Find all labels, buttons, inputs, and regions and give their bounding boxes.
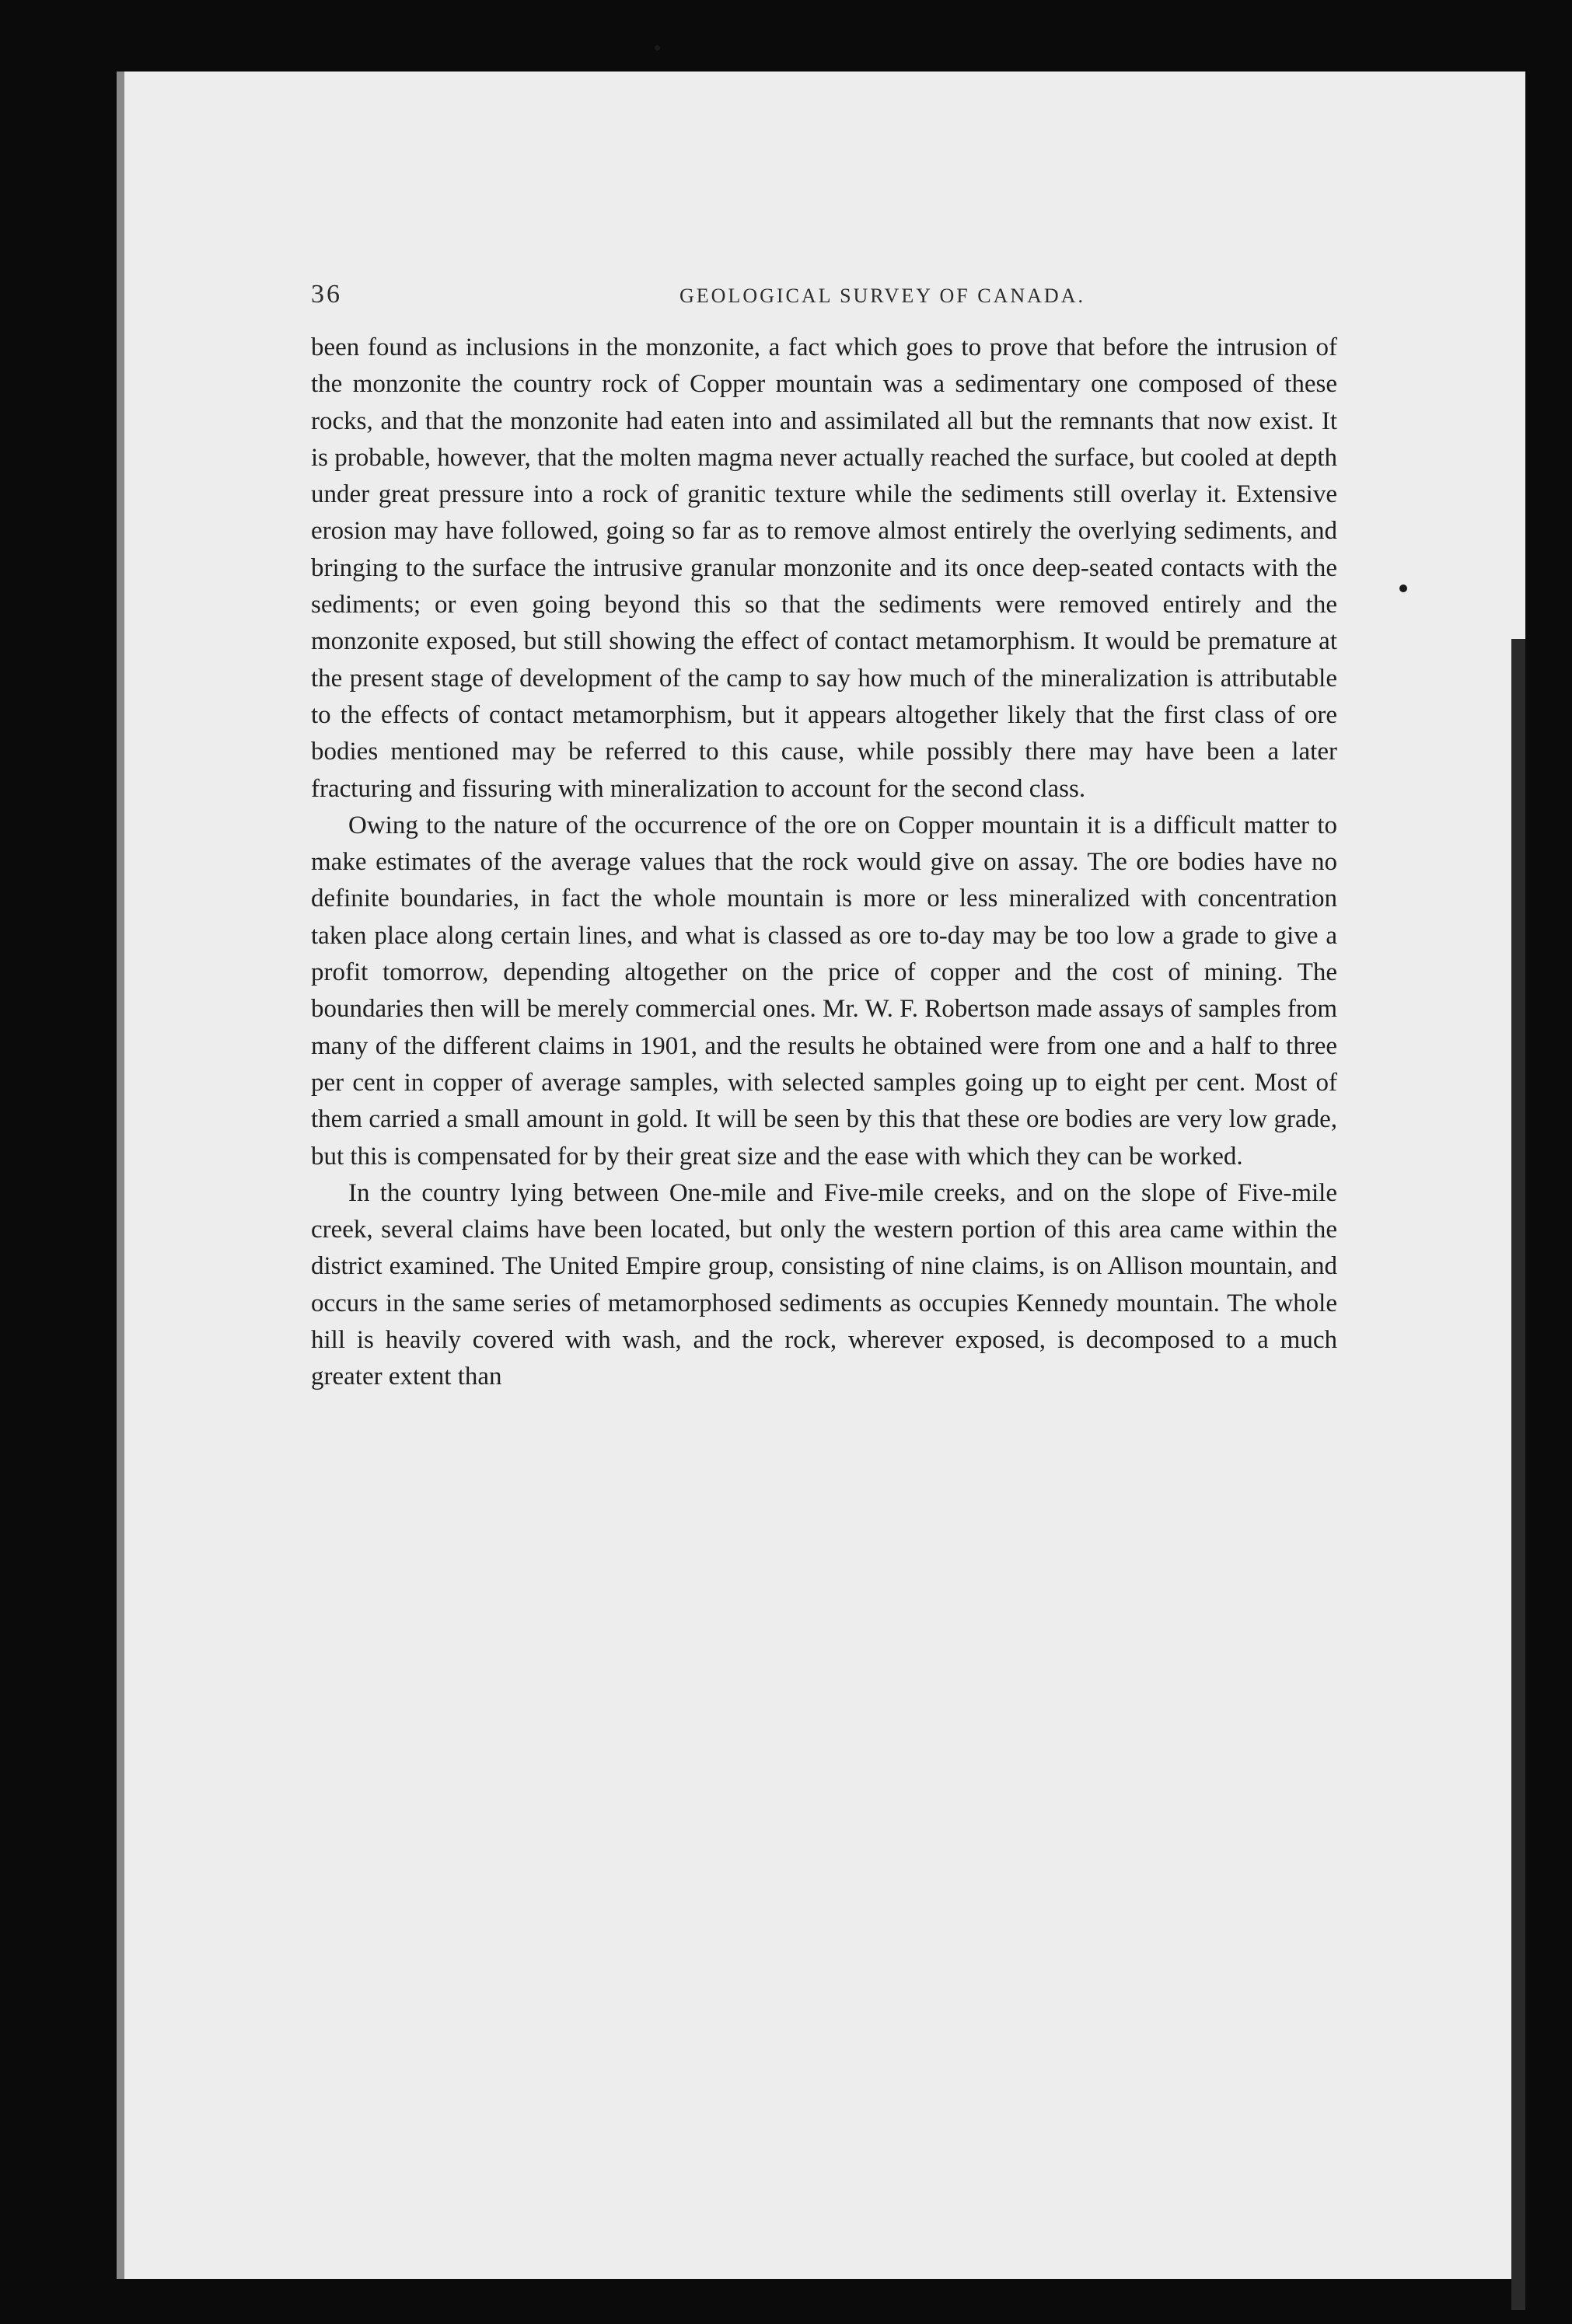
page-number: 36: [311, 280, 342, 309]
paragraph: In the country lying between One-mile and Five-mile creeks, and on the slope of Five-mile creek, several claims have been located, but only the western portion of this area came within the district examined. The United Empire group, consisting of nine claims, is on Allison mountain, and occurs in the same series of metamorphosed sediments as occupies Kennedy mountain. The whole hill is heavily covered with wash, and the rock, wherever exposed, is decomposed to a much greater extent than: [311, 1178, 1337, 1391]
body-text: [311, 330, 1337, 1396]
paragraph-continued: been found as inclusions in the monzonite, a fact which goes to prove that before the intrusion of the monzonite the country rock of Copper mountain was a sedimentary one composed of these rocks, and that the monzonite had eaten into and assimilated all but the remnants that now exist. It is probable, however, that the molten magma never actually reached the surface, but cooled at depth under great pressure into a rock of granitic texture while the sediments still overlay it. Extensive erosion may have followed, going so far as to remove almost entirely the overlying sediments, and bringing to the surface the intrusive granular monzonite and its once deep-seated contacts with the sediments; or even going beyond this so that the sediments were removed entirely and the monzonite exposed, but still showing the effect of contact metamorphism. It would be premature at the present stage of development of the camp to say how much of the mineralization is attributable to the effects of contact metamorphism, but it appears altogether likely that the first class of ore bodies mentioned may be referred to this cause, while possibly there may have been a later fracturing and fissuring with mineralization to account for the second class.: [311, 333, 1337, 803]
running-head: GEOLOGICAL SURVEY OF CANADA.: [679, 284, 1085, 307]
page-content: [311, 280, 1337, 1396]
ink-speck: [655, 45, 660, 51]
ink-speck: [1399, 584, 1407, 592]
page-header: [311, 280, 1337, 309]
paragraph: Owing to the nature of the occurrence of the ore on Copper mountain it is a difficult matter to make estimates of the average values that the rock would give on assay. The ore bodies have no definite boundaries, in fact the whole mountain is more or less mineralized with concentration taken place along certain lines, and what is classed as ore to-day may be too low a grade to give a profit tomorrow, depending altogether on the price of copper and the cost of mining. The boundaries then will be merely commercial ones. Mr. W. F. Robertson made assays of samples from many of the different claims in 1901, and the results he obtained were from one and a half to three per cent in copper of average samples, with selected samples going up to eight per cent. Most of them carried a small amount in gold. It will be seen by this that these ore bodies are very low grade, but this is compensated for by their great size and the ease with which they can be worked.: [311, 811, 1337, 1171]
page-edge-shadow: [1511, 639, 1525, 2310]
